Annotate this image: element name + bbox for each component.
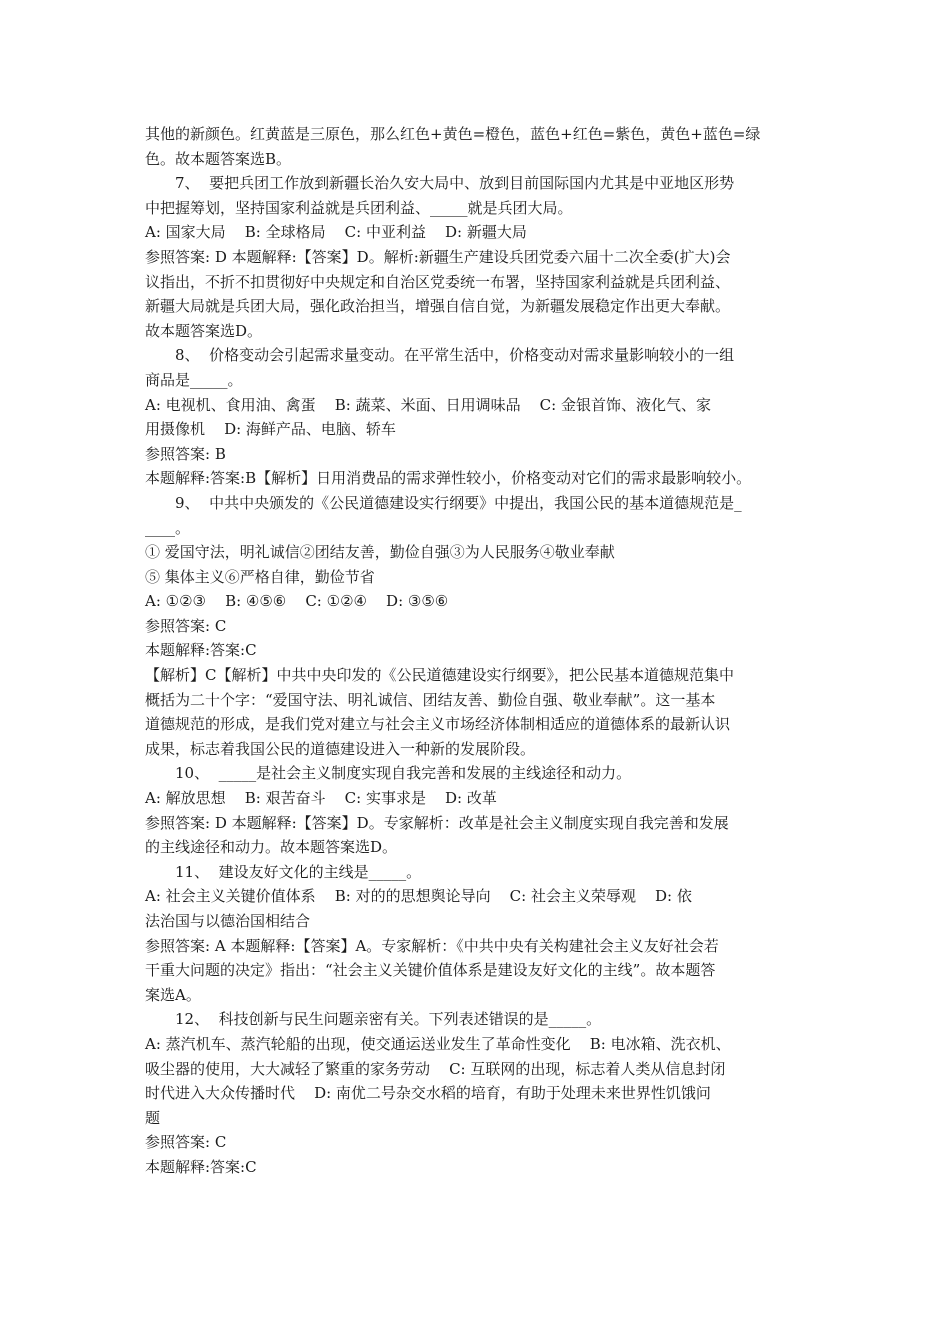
- text-line: 参照答案: C: [145, 1133, 227, 1152]
- text-line: 色。故本题答案选B。: [145, 149, 292, 168]
- text-line: 的主线途径和动力。故本题答案选D。: [145, 838, 398, 857]
- text-line: 干重大问题的决定》指出：“社会主义关键价值体系是建设友好文化的主线”。故本题答: [145, 961, 716, 980]
- text-line: 参照答案: B: [145, 444, 226, 463]
- text-line: 吸尘器的使用，大大减轻了繁重的家务劳动 C: 互联网的出现，标志着人类从信息封闭: [145, 1059, 726, 1078]
- text-line: 案选A。: [145, 985, 201, 1004]
- text-line: 成果，标志着我国公民的道德建设进入一种新的发展阶段。: [145, 739, 536, 758]
- text-line: 中把握筹划，坚持国家利益就是兵团利益、_____就是兵团大局。: [145, 198, 573, 217]
- text-line: A: 解放思想 B: 艰苦奋斗 C: 实事求是 D: 改革: [145, 789, 497, 808]
- text-line: A: 蒸汽机车、蒸汽轮船的出现，使交通运送业发生了革命性变化 B: 电冰箱、洗衣机、: [145, 1034, 731, 1053]
- text-line: 故本题答案选D。: [145, 321, 263, 340]
- text-line: A: 社会主义关键价值体系 B: 对的的思想舆论导向 C: 社会主义荣辱观 D: 依: [145, 887, 692, 906]
- text-line: A: 国家大局 B: 全球格局 C: 中亚利益 D: 新疆大局: [145, 223, 527, 242]
- text-line: 7、 要把兵团工作放到新疆长治久安大局中、放到目前国际国内尤其是中亚地区形势: [175, 174, 735, 193]
- text-line: ____。: [145, 518, 191, 537]
- text-line: 本题解释:答案:C: [145, 1157, 257, 1176]
- text-line: 本题解释:答案:C: [145, 641, 257, 660]
- text-line: 概括为二十个字：“爱国守法、明礼诚信、团结友善、勤俭自强、敬业奉献”。这一基本: [145, 690, 716, 709]
- text-line: 新疆大局就是兵团大局，强化政治担当，增强自信自觉，为新疆发展稳定作出更大奉献。: [145, 297, 731, 316]
- text-line: ⑤ 集体主义⑥严格自律，勤俭节省: [145, 567, 375, 586]
- text-line: 11、 建设友好文化的主线是_____。: [175, 862, 422, 881]
- text-line: 参照答案: C: [145, 616, 227, 635]
- text-line: 时代进入大众传播时代 D: 南优二号杂交水稻的培育，有助于处理未来世界性饥饿问: [145, 1084, 711, 1103]
- text-line: 道德规范的形成，是我们党对建立与社会主义市场经济体制相适应的道德体系的最新认识: [145, 715, 731, 734]
- text-line: 用摄像机 D: 海鲜产品、电脑、轿车: [145, 420, 396, 439]
- text-line: 法治国与以德治国相结合: [145, 912, 311, 930]
- text-line: A: ①②③ B: ④⑤⑥ C: ①②④ D: ③⑤⑥: [145, 592, 449, 611]
- text-line: ① 爱国守法，明礼诚信②团结友善，勤俭自强③为人民服务④敬业奉献: [145, 543, 615, 562]
- text-line: 本题解释:答案:B【解析】日用消费品的需求弹性较小，价格变动对它们的需求最影响较小。: [145, 469, 752, 488]
- document-page: [145, 122, 825, 1180]
- text-line: 其他的新颜色。红黄蓝是三原色，那么红色+黄色=橙色，蓝色+红色=紫色，黄色+蓝色=绿: [145, 125, 761, 143]
- text-line: 参照答案: D 本题解释:【答案】D。专家解析：改革是社会主义制度实现自我完善和发展: [145, 813, 729, 832]
- text-line: 12、 科技创新与民生问题亲密有关。下列表述错误的是_____。: [175, 1010, 602, 1029]
- text-line: 商品是_____。: [145, 370, 243, 389]
- text-line: 参照答案: D 本题解释:【答案】D。解析:新疆生产建设兵团党委六届十二次全委(扩大)会: [145, 247, 731, 266]
- text-line: 议指出，不折不扣贯彻好中央规定和自治区党委统一布署，坚持国家利益就是兵团利益、: [145, 272, 731, 291]
- text-line: 参照答案: A 本题解释:【答案】A。专家解析：《中共中央有关构建社会主义友好社会若: [145, 936, 719, 955]
- text-line: 题: [145, 1108, 161, 1127]
- text-line: 【解析】C【解析】中共中央印发的《公民道德建设实行纲要》，把公民基本道德规范集中: [145, 666, 734, 685]
- text-line: A: 电视机、食用油、禽蛋 B: 蔬菜、米面、日用调味品 C: 金银首饰、液化气、家: [145, 395, 711, 414]
- text-line: 8、 价格变动会引起需求量变动。在平常生活中，价格变动对需求量影响较小的一组: [175, 346, 735, 365]
- text-line: 9、 中共中央颁发的《公民道德建设实行纲要》中提出，我国公民的基本道德规范是_: [175, 493, 742, 512]
- text-line: 10、 _____是社会主义制度实现自我完善和发展的主线途径和动力。: [175, 764, 632, 783]
